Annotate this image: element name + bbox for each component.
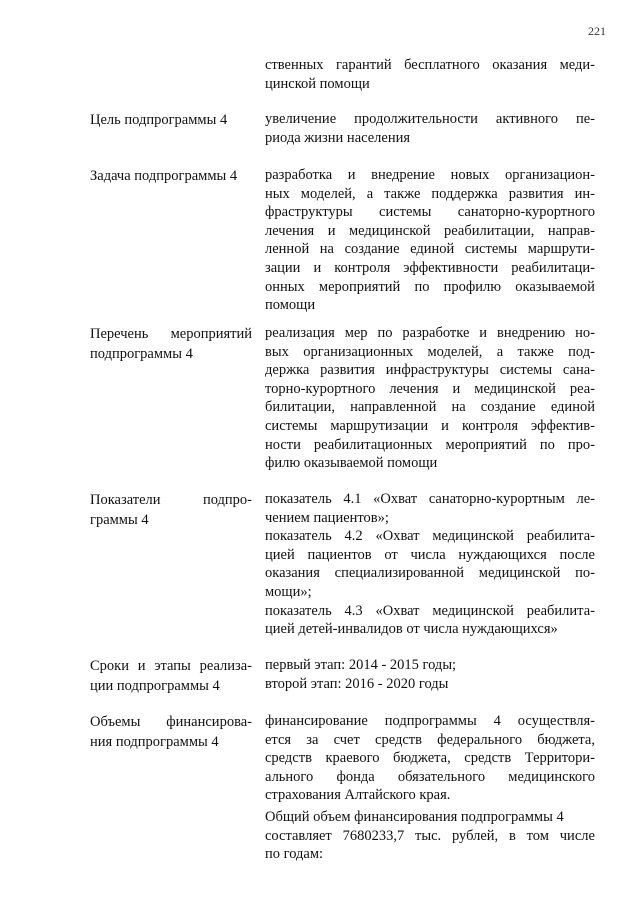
word: ин- (574, 185, 595, 202)
indicator-line (265, 546, 595, 565)
word: мероприятий (318, 278, 401, 295)
measures-content (265, 324, 595, 473)
word: за (306, 731, 319, 748)
word: также (517, 343, 554, 360)
word: мер (344, 325, 368, 341)
word: ности (265, 436, 301, 453)
word: счет (333, 731, 360, 748)
text-line (265, 166, 595, 185)
indicator-line (265, 564, 595, 583)
word: федерального (437, 731, 523, 748)
word: средств (375, 731, 422, 748)
word: контроля (334, 259, 391, 276)
word: мероприятий (445, 436, 527, 453)
indicators-label (90, 490, 252, 530)
word: подпро- (202, 492, 252, 508)
word: средств (464, 750, 512, 767)
word: медицинской (348, 222, 431, 239)
word: реабилита- (526, 528, 595, 545)
goal-content (265, 110, 595, 147)
word: специализированной (334, 565, 464, 582)
word: 4.3 (344, 602, 363, 619)
word: от (384, 546, 398, 563)
text-line (265, 222, 595, 241)
word: «Охват (375, 528, 420, 545)
word: и (313, 259, 322, 276)
word: системы (464, 241, 518, 258)
text-line (265, 110, 595, 129)
text-line (265, 343, 595, 362)
word: Показатели (90, 492, 161, 508)
word: маршрутизации (330, 417, 429, 434)
word: ственных (265, 57, 324, 73)
text-line (265, 278, 595, 297)
text-line: Общий объем финансирования подпрограммы 4 (265, 808, 564, 825)
text-line (265, 361, 595, 380)
word: направ- (547, 222, 595, 239)
word: ле- (576, 491, 595, 507)
label-line (90, 490, 252, 510)
word: торно-курортного (265, 380, 376, 397)
word: оказания (265, 565, 320, 582)
word: поддержка (431, 185, 498, 202)
word: пе- (575, 111, 595, 127)
word: финансирова- (166, 714, 252, 730)
label-line: Цель подпрограммы 4 (90, 112, 228, 128)
word: ется (265, 731, 292, 748)
word: медицинской (432, 528, 514, 545)
word: рублей, (451, 827, 499, 844)
word: гарантий (335, 57, 392, 73)
word: реабилитации, (444, 222, 535, 239)
word: единой (410, 241, 455, 258)
label-line: ции подпрограммы 4 (90, 678, 220, 694)
word: новых (450, 167, 490, 183)
word: профилю (443, 278, 502, 295)
word: развития (508, 185, 564, 202)
word: системы (379, 204, 432, 221)
indicator-line: цией детей-инвалидов от числа нуждающихся» (265, 621, 558, 638)
text-line (265, 768, 595, 787)
text-line: цинской помощи (265, 75, 370, 92)
text-line (265, 203, 595, 222)
word: создание (480, 399, 536, 416)
word: и (137, 658, 146, 674)
word: разработка (265, 167, 333, 183)
word: ленной (265, 241, 310, 258)
text-line: по годам: (265, 846, 324, 863)
text-line (265, 417, 595, 436)
word: единой (550, 399, 595, 416)
text-line: риода жизни населения (265, 129, 411, 146)
word: этапы (154, 658, 191, 674)
word: организацион- (505, 167, 595, 183)
word: развития (320, 362, 375, 379)
word: фраструктуры (265, 204, 353, 221)
indicator-line (265, 602, 595, 621)
label-line (90, 656, 252, 676)
word: Территори- (524, 750, 595, 767)
text-line (265, 324, 595, 343)
timeline-content (265, 656, 595, 693)
word: медицинского (508, 768, 595, 785)
word: 4 (493, 713, 501, 729)
text-line: помощи (265, 297, 316, 314)
indicator-line (265, 490, 595, 509)
word: моделей, (300, 185, 356, 202)
word: контроля (461, 417, 519, 434)
text-line (265, 240, 595, 259)
word: и (441, 417, 449, 434)
word: и (479, 325, 488, 341)
word: показатель (265, 491, 332, 507)
word: реабилитаци- (511, 259, 595, 276)
word: увеличение (265, 111, 337, 127)
word: числе (559, 827, 595, 844)
word: оказания (492, 57, 548, 73)
text-line (265, 436, 595, 455)
word: реабилитационных (313, 436, 433, 453)
word: показатель (265, 602, 332, 619)
stage-line: второй этап: 2016 - 2020 годы (265, 675, 449, 692)
label-line: Задача подпрограммы 4 (90, 168, 238, 184)
goal-label (90, 110, 252, 130)
word: медицинской (474, 380, 556, 397)
timeline-label (90, 656, 252, 696)
word: продолжительности (354, 111, 478, 127)
word: бюджета, (393, 750, 451, 767)
word: а (366, 185, 374, 202)
word: системы (265, 417, 318, 434)
task-content (265, 166, 595, 315)
word: разработке (402, 325, 470, 341)
indicators-content (265, 490, 595, 639)
word: медицинской (432, 602, 514, 619)
word: бюджета, (537, 731, 595, 748)
word: онных (265, 278, 305, 295)
word: на (319, 241, 334, 258)
word: цией (265, 546, 295, 563)
text-line (265, 398, 595, 417)
label-line: ния подпрограммы 4 (90, 734, 219, 750)
word: по (414, 278, 430, 295)
word: санаторно-курортным (428, 491, 565, 507)
word: меди- (559, 57, 595, 73)
continuation-text (265, 56, 595, 93)
text-line (265, 712, 595, 731)
word: на (451, 399, 466, 416)
indicator-line: мощи»; (265, 583, 312, 600)
page-number: 221 (588, 24, 606, 38)
word: и (347, 167, 356, 183)
word: создание (344, 241, 400, 258)
word: мероприятий (170, 326, 252, 342)
word: медицинской (478, 565, 561, 582)
word: вых (265, 343, 289, 360)
word: реа- (569, 380, 595, 397)
word: внедрению (496, 325, 566, 341)
word: краевого (325, 750, 380, 767)
text-line: филю оказываемой помощи (265, 455, 438, 472)
word: финансирование (265, 713, 368, 729)
word: эффектив- (531, 417, 595, 434)
word: 4.1 (343, 491, 362, 507)
word: числа (410, 546, 446, 563)
indicator-line: чением пациентов»; (265, 509, 389, 526)
stage-line: первый этап: 2014 - 2015 годы; (265, 657, 457, 673)
word: внедрение (371, 167, 435, 183)
text-line (265, 380, 595, 399)
word: а (496, 343, 504, 360)
word: том (526, 827, 549, 844)
label-line: подпрограммы 4 (90, 346, 193, 362)
word: обязательного (397, 768, 486, 785)
word: в (508, 827, 516, 844)
word: также (384, 185, 421, 202)
label-line: граммы 4 (90, 512, 149, 528)
word: по (539, 436, 555, 453)
word: по- (575, 565, 595, 582)
task-label (90, 166, 252, 186)
text-line (265, 827, 595, 846)
text-line: страхования Алтайского края. (265, 787, 451, 804)
measures-label (90, 324, 252, 364)
word: под- (568, 343, 595, 360)
word: моделей, (427, 343, 483, 360)
word: и (327, 222, 336, 239)
indicator-line (265, 527, 595, 546)
word: 4.2 (344, 528, 363, 545)
word: санаторно-курортного (457, 204, 595, 221)
word: реабилита- (526, 602, 595, 619)
word: реализа- (199, 658, 252, 674)
word: Сроки (90, 658, 129, 674)
word: билитации, (265, 399, 335, 416)
word: ального (265, 768, 314, 785)
word: средств (265, 750, 312, 767)
word: Перечень (90, 326, 149, 342)
word: ных (265, 185, 290, 202)
funding-content (265, 712, 595, 864)
word: «Охват (375, 602, 420, 619)
word: после (559, 546, 595, 563)
word: инфраструктуры (385, 362, 489, 379)
word: показатель (265, 528, 332, 545)
word: тыс. (415, 827, 442, 844)
word: бесплатного (404, 57, 480, 73)
word: активного (495, 111, 558, 127)
word: сана- (562, 362, 595, 379)
word: но- (575, 325, 595, 341)
word: про- (567, 436, 595, 453)
text-line (265, 749, 595, 768)
funding-label (90, 712, 252, 752)
word: нуждающихся (458, 546, 547, 563)
word: 7680233,7 (342, 827, 405, 844)
word: реализация (265, 325, 335, 341)
word: и (452, 380, 461, 397)
word: направленной (350, 399, 437, 416)
word: осуществля- (517, 713, 595, 729)
word: эффективности (403, 259, 499, 276)
text-line (265, 731, 595, 750)
word: «Охват (373, 491, 418, 507)
word: организационных (303, 343, 414, 360)
word: оказываемой (515, 278, 595, 295)
word: подпрограммы (384, 713, 477, 729)
word: фонда (336, 768, 375, 785)
word: пациентов (307, 546, 372, 563)
word: держка (265, 362, 310, 379)
word: маршрути- (527, 241, 595, 258)
word: лечения (265, 222, 315, 239)
text-line (265, 259, 595, 278)
text-line (265, 56, 595, 75)
word: по (377, 325, 393, 341)
text-line (265, 185, 595, 204)
word: лечения (389, 380, 439, 397)
word: составляет (265, 827, 332, 844)
word: Объемы (90, 714, 141, 730)
word: зации (265, 259, 301, 276)
label-line (90, 712, 252, 732)
word: системы (499, 362, 553, 379)
label-line (90, 324, 252, 344)
